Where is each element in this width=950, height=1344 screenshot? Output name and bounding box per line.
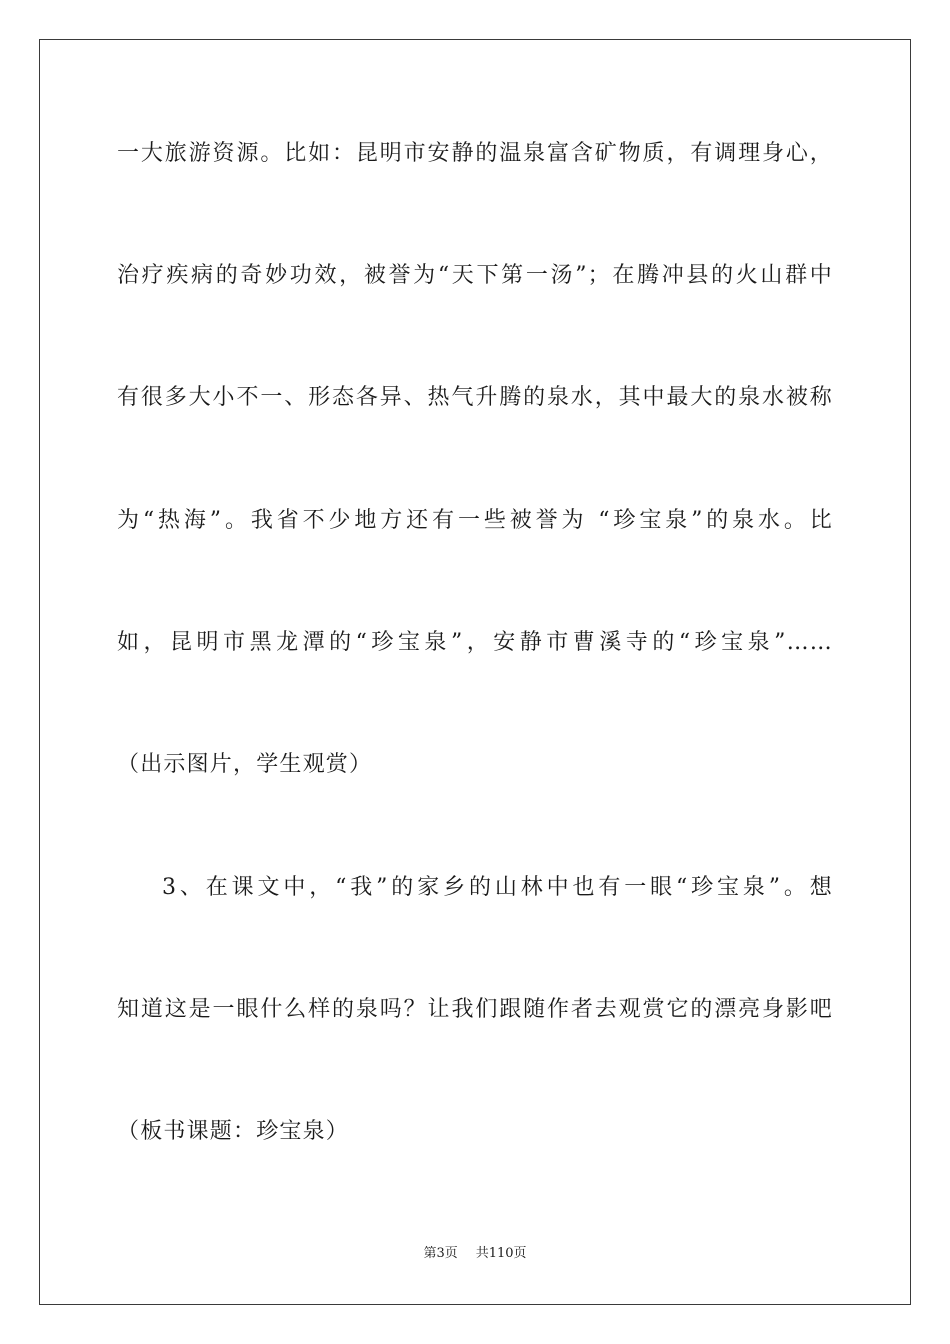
page-total: 共110页: [475, 1246, 527, 1261]
text-line-2: 治疗疾病的奇妙功效，被誉为“天下第一汤”；在腾冲县的火山群中: [117, 263, 833, 288]
text-line-6: （出示图片，学生观赏）: [117, 752, 373, 777]
text-line-8: 知道这是一眼什么样的泉吗？让我们跟随作者去观赏它的漂亮身影吧: [117, 997, 833, 1022]
text-line-7: 3、在课文中，“我”的家乡的山林中也有一眼“珍宝泉”。想: [162, 875, 833, 900]
text-line-3: 有很多大小不一、形态各异、热气升腾的泉水，其中最大的泉水被称: [117, 385, 833, 410]
text-line-1: 一大旅游资源。比如：昆明市安静的温泉富含矿物质，有调理身心，: [117, 141, 833, 166]
text-line-5: 如，昆明市黑龙潭的“珍宝泉”，安静市曹溪寺的“珍宝泉”……: [117, 630, 833, 655]
text-line-9: （板书课题：珍宝泉）: [117, 1119, 350, 1144]
text-line-4: 为“热海”。我省不少地方还有一些被誉为 “珍宝泉”的泉水。比: [117, 508, 833, 533]
page-footer: [0, 1245, 950, 1263]
page-border: [39, 39, 911, 1305]
page-number: 第3页: [423, 1246, 458, 1261]
